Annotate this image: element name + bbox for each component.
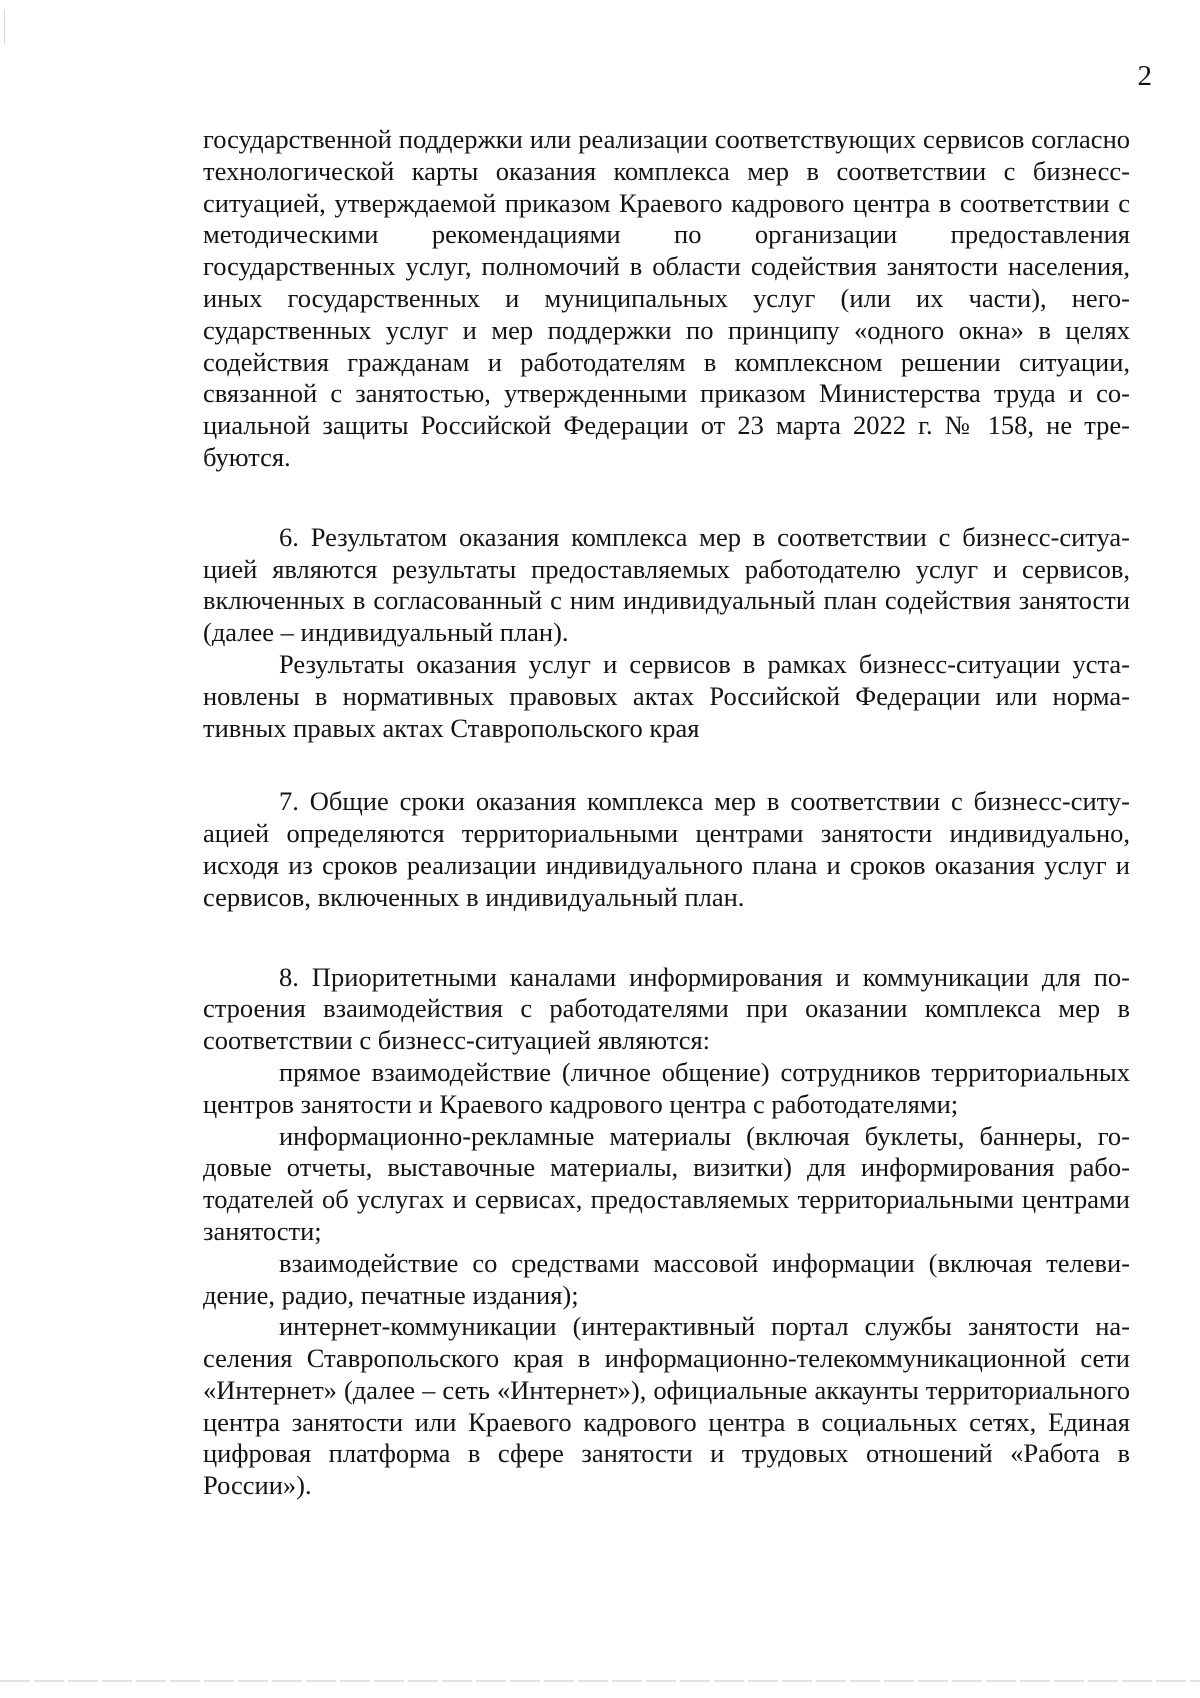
document-body <box>203 124 1130 1502</box>
list-item-direct-interaction: прямое взаимодействие (личное общение) сотрудников территориальных центров занятости и Краевого кадрового центра с работодателями; <box>203 1056 1130 1119</box>
paragraph-item-6-results: Результаты оказания услуг и сервисов в рамках бизнесс-ситуации установлены в нормативных правовых актах Российской Федерации или нормативных правых актах Ставропольского края <box>203 648 1130 743</box>
paragraph-item-6: 6. Результатом оказания комплекса мер в соответствии с бизнесс-ситуацией являются результаты предоставляемых работодателю услуг и сервисов, включенных в согласованный с ним индивидуальный план содействия занятости (далее – индивидуальный план). <box>203 521 1130 648</box>
list-item-internet-communications: интернет-коммуникации (интерактивный портал службы занятости населения Ставропольского края в информационно-телекоммуникационной сети «Интернет» (далее – сеть «Интернет»), официальные аккаунты территориального центра занятости или Краевого кадрового центра в социальных сетях, Единая цифровая платформа в сфере занятости и трудовых отношений «Работа в России»). <box>203 1311 1130 1501</box>
list-item-mass-media: взаимодействие со средствами массовой информации (включая телевидение, радио, печатные издания); <box>203 1247 1130 1310</box>
page-number: 2 <box>1137 60 1152 92</box>
paragraph-continuation: государственной поддержки или реализации соответствующих сервисов согласно технологической карты оказания комплекса мер в соответствии с бизнесс-ситуацией, утверждаемой приказом Краевого кадрового центра в соответствии с методическими рекомендациями по организации предоставления государственных услуг, полномочий в области содействия занятости населения, иных государственных и муниципальных услуг (или их части), негосударственных услуг и мер поддержки по принципу «одного окна» в целях содействия гражданам и работодателям в комплексном решении ситуации, связанной с занятостью, утвержденными приказом Министерства труда и социальной защиты Российской Федерации от 23 марта 2022 г. № 158, не требуются. <box>203 124 1130 472</box>
paragraph-item-8: 8. Приоритетными каналами информирования и коммуникации для построения взаимодействия с работодателями при оказании комплекса мер в соответствии с бизнесс-ситуацией являются: <box>203 961 1130 1056</box>
scan-edge-mark <box>4 10 5 44</box>
scan-bottom-edge <box>0 1680 1200 1682</box>
list-item-advertising-materials: информационно-рекламные материалы (включая буклеты, баннеры, годовые отчеты, выставочные материалы, визитки) для информирования работодателей об услугах и сервисах, предоставляемых территориальными центрами занятости; <box>203 1120 1130 1246</box>
paragraph-item-7: 7. Общие сроки оказания комплекса мер в соответствии с бизнесс-ситуацией определяются территориальными центрами занятости индивидуально, исходя из сроков реализации индивидуального плана и сроков оказания услуг и сервисов, включенных в индивидуальный план. <box>203 786 1130 912</box>
